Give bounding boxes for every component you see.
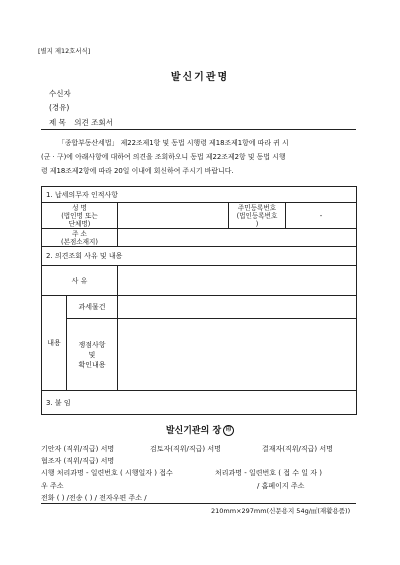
issuer-title: 발신기관의 장 xyxy=(165,426,222,436)
request-form-table xyxy=(41,186,357,415)
taxable-object-label: 과세물건 xyxy=(67,296,118,319)
section-inquiry-reason: 2. 의견조회 사유 및 내용 xyxy=(42,247,357,266)
postcode-address-line: 우 주소 xyxy=(41,482,64,490)
form-number-tag: [별지 제12호서식] xyxy=(38,47,91,55)
name-label-line2: (법인명 또는 xyxy=(61,211,98,220)
cooperator-line: 협조자 (직위/직급) 서명 xyxy=(41,457,115,465)
footer-divider xyxy=(41,503,356,504)
reason-label: 사 유 xyxy=(42,266,118,296)
subject-label: 제 목 xyxy=(49,118,66,127)
address-label xyxy=(42,229,118,247)
name-label-line1: 성 명 xyxy=(72,203,87,212)
name-value-cell[interactable] xyxy=(118,203,229,229)
execution-line: 시행 처리과명 - 일련번호 ( 시행일자 ) 접수 xyxy=(41,469,173,477)
name-label-line3: 단체명) xyxy=(68,219,91,228)
section-attachment: 3. 붙 임 xyxy=(42,391,357,415)
regno-value-cell[interactable]: - xyxy=(286,203,357,229)
review-items-label xyxy=(67,319,118,391)
receipt-line: 처리과명 - 일련번호 ( 접 수 일 자 ) xyxy=(215,469,322,477)
body-line-3: 령 제18조제2항에 따라 20일 이내에 회신하여 주시기 바랍니다. xyxy=(41,167,234,175)
drafter-line: 기안자 (직위/직급) 서명 xyxy=(41,445,115,453)
regno-label xyxy=(229,203,286,229)
paper-spec: 210mm×297mm(신문용지 54g/㎡(재활용품)) xyxy=(211,507,351,515)
contact-line: 전화 ( ) /전송 ( ) / 전자우편 주소 / xyxy=(41,494,147,502)
taxable-object-value-cell[interactable] xyxy=(118,296,357,319)
subject-value: 의견 조회서 xyxy=(74,118,113,127)
address-label-line1: 주 소 xyxy=(72,229,87,238)
recipient-label: 수신자 xyxy=(49,89,71,98)
body-line-1: 「종합부동산세법」 제22조제1항 및 동법 시행령 제18조제1항에 따라 귀 시 xyxy=(58,139,289,147)
address-value-cell[interactable] xyxy=(118,229,357,247)
issuer-seal-line xyxy=(0,423,400,436)
official-seal-icon: 印 xyxy=(223,425,234,436)
approver-line: 결재자(직위/직급) 서명 xyxy=(262,445,333,453)
content-label: 내용 xyxy=(42,296,67,391)
address-label-line2: (본점소재지) xyxy=(61,237,98,246)
review-items-value-cell[interactable] xyxy=(118,319,357,391)
regno-label-line2: (법인등록번호 xyxy=(236,211,278,220)
homepage-line: / 홈페이지 주소 xyxy=(257,482,305,490)
regno-label-line1: 주민등록번호 xyxy=(237,203,277,212)
review-label-line2: 및 xyxy=(88,350,96,359)
body-line-2: (군 · 구)에 아래사항에 대하여 의견을 조회하오니 동법 제22조제2항 및 동법 시행 xyxy=(41,153,286,161)
reason-value-cell[interactable] xyxy=(118,266,357,296)
document-title: 발신기관명 xyxy=(170,72,230,83)
regno-label-line3: ) xyxy=(255,219,259,228)
review-label-line1: 쟁점사항 xyxy=(78,340,106,349)
via-label: (경유) xyxy=(49,103,70,112)
review-label-line3: 확인내용 xyxy=(78,360,106,369)
subject-divider xyxy=(41,129,356,130)
name-label xyxy=(42,203,118,229)
reviewer-line: 검토자(직위/직급) 서명 xyxy=(150,445,221,453)
subject-row xyxy=(49,117,113,128)
section-taxpayer-info: 1. 납세의무자 인적사항 xyxy=(42,187,357,203)
